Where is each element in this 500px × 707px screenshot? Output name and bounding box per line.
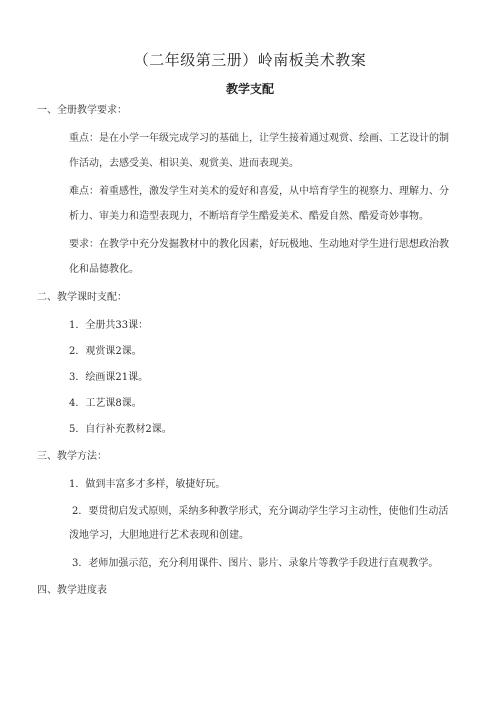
- key-points-line-1: 重点：是在小学一年级完成学习的基础上，让学生接着通过观赏、绘画、工艺设计的制: [69, 133, 449, 144]
- requirements-line-1: 要求：在教学中充分发掘教材中的教化因素，好玩极地、生动地对学生进行思想政治教: [69, 239, 449, 250]
- difficulties-line-1: 难点：着重感性，激发学生对美术的爱好和喜爱，从中培育学生的视察力、理解力、分: [69, 186, 449, 197]
- requirements-line-2: 化和品德教化。: [69, 264, 139, 275]
- section-heading-requirements: 一、全册教学要求：: [37, 105, 127, 116]
- section-heading-progress: 四、教学进度表: [37, 585, 107, 596]
- methods-item-3: 3．老师加强示范，充分利用课件、图片、影片、录象片等教学手段进行直观教学。: [72, 558, 439, 569]
- key-points-line-2: 作活动，去感受美、相识美、观赏美、进而表现美。: [69, 158, 299, 169]
- section-heading-schedule: 二、教学课时支配：: [37, 292, 127, 303]
- methods-item-2-line-1: 2．要贯彻启发式原则，采纳多种教学形式，充分调动学生学习主动性，使他们生动活: [72, 506, 449, 517]
- section-heading-methods: 三、教学方法：: [37, 451, 107, 462]
- methods-item-2-line-2: 泼地学习，大胆地进行艺术表现和创建。: [69, 530, 249, 541]
- methods-item-1: 1．做到丰富多才多样，敏捷好玩。: [69, 479, 226, 490]
- page-subtitle: 教学支配: [225, 82, 274, 96]
- schedule-item-1: 1．全册共33课：: [69, 320, 149, 331]
- difficulties-line-2: 析力、审美力和造型表现力，不断培育学生酷爱美术、酷爱自然、酷爱奇妙事物。: [69, 211, 429, 222]
- schedule-item-2: 2．观赏课2课。: [69, 346, 142, 357]
- schedule-item-4: 4．工艺课8课。: [69, 398, 142, 409]
- schedule-item-3: 3．绘画课21课。: [69, 372, 149, 383]
- page-title: （二年级第三册）岭南板美术教案: [133, 51, 367, 69]
- schedule-item-5: 5．自行补充教材2课。: [69, 424, 172, 435]
